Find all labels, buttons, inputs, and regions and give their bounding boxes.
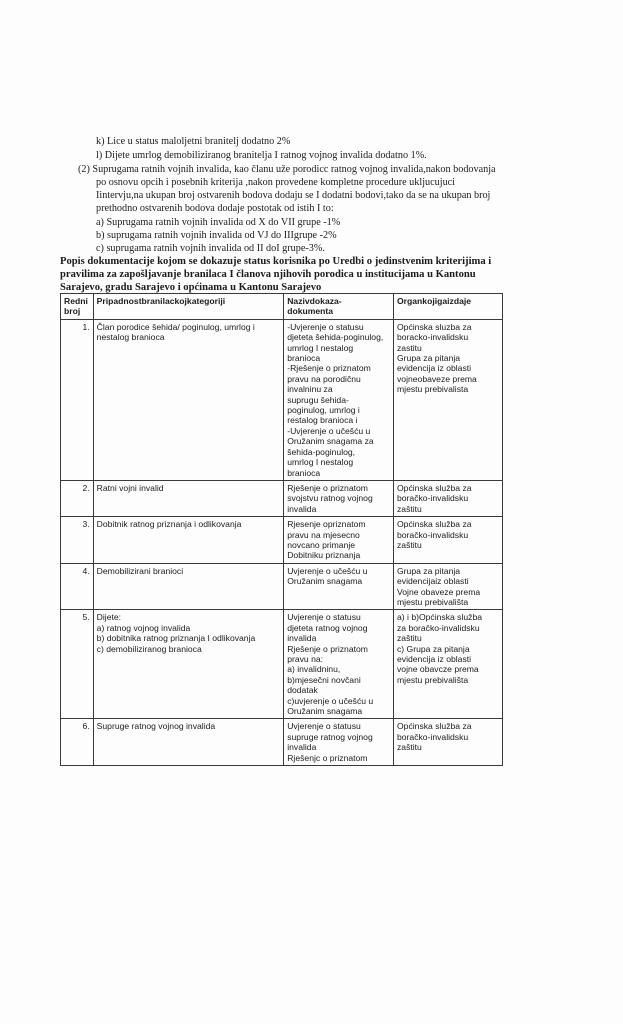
row-documents-line: šehida-poginulog, (287, 446, 356, 457)
table-row (61, 563, 503, 610)
row-documents-line: pravu na porodičnu (287, 373, 361, 384)
row-issuer-line: evidencijaiz oblasti (397, 576, 469, 587)
row-documents-line: djeteta šehida-poginulog, (287, 332, 384, 343)
item-k: k) Lice u status maloljetni branitelj dodatno 2% (96, 136, 291, 147)
row-issuer-line: evidencija iz oblasti (397, 363, 472, 374)
row-issuer-line: evidencija iz oblasti (397, 654, 472, 664)
heading-line-1: Popis dokumentacije kojom se dokazuje status korisnika po Uredbi o jedinstvenim kriterijima i (60, 256, 492, 267)
row-documents-line: umrlog I nestalog (287, 457, 354, 468)
row-category-line: a) ratnog vojnog invalida (96, 622, 191, 633)
row-documents-line: branioca (287, 467, 321, 478)
row-issuer-line: zaštitu (397, 633, 422, 644)
row-documents-line: dodatak (287, 685, 318, 696)
row-issuer (394, 719, 503, 766)
heading-line-3: Sarajevo, gradu Sarajevo i općinama u Kantonu Sarajevo (60, 282, 322, 293)
row-issuer-line: boračko-invalidsku (397, 529, 469, 540)
row-issuer-line: boračko-invalidsku (397, 731, 469, 742)
para2-line-2: po osnovu opcih i posebnih kriterija ,nakon provedene kompletne procedure ukljucujuci (96, 177, 456, 188)
table-row (61, 610, 503, 719)
header-issuer: Organkojigaizdaje (394, 294, 503, 320)
row-issuer-line: za boračko-invalidsku (397, 622, 480, 633)
table-row (61, 719, 503, 766)
row-category-line: c) demobiliziranog branioca (96, 643, 202, 654)
row-documents-line: -Rješenje o priznatom (287, 363, 371, 374)
row-documents-line: novcano primanje (287, 539, 356, 550)
row-issuer-line: vojne obavcze prema (397, 664, 479, 675)
row-documents-line: poginulog, umrlog i (287, 405, 360, 416)
table-row (61, 517, 503, 564)
row-documents-line: invalninu za (287, 384, 333, 395)
row-documents-line: a) invalidninu, (287, 664, 341, 675)
row-category-line: Supruge ratnog vojnog invalida (96, 721, 216, 732)
row-documents-line: Rješenje o priznatom (287, 482, 368, 493)
row-issuer-line: Grupa za pitanja (397, 353, 461, 364)
sub-item-a: a) Suprugama ratnih vojnih invalida od X do VII grupe -1% (96, 217, 341, 228)
row-documents-line: invalida (287, 633, 317, 644)
row-documents-line: invalida (287, 742, 317, 753)
row-documents-line: restalog branioca i (287, 415, 358, 426)
row-category (93, 610, 284, 719)
table-body (61, 319, 503, 765)
row-documents (284, 517, 394, 564)
row-documents-line: b)mjesečni novčani (287, 674, 361, 685)
row-category-line: Dijete: (96, 612, 122, 623)
row-issuer-line: zaštitu (397, 539, 422, 550)
row-documents-line: suprugu šehida- (287, 394, 349, 405)
row-documents-line: svojstvu ratnog vojnog (287, 493, 373, 504)
row-issuer-line: boracko-invalidsku (397, 332, 469, 343)
row-documents-line: invalida (287, 503, 317, 514)
row-number: 1. (61, 319, 94, 480)
row-issuer-line: a) i b)Općinska služba (397, 612, 483, 623)
row-documents (284, 610, 394, 719)
row-documents (284, 480, 394, 516)
row-issuer-line: vojneobaveze prema (397, 373, 477, 384)
row-issuer (394, 480, 503, 516)
table-header-row (61, 294, 503, 320)
row-number: 4. (61, 563, 94, 610)
row-documents (284, 319, 394, 480)
row-documents-line: -Uvjerenje o učešću u (287, 425, 371, 436)
row-category (93, 480, 284, 516)
row-issuer-line: mjestu prebivališta (397, 596, 469, 607)
row-issuer (394, 563, 503, 610)
row-documents-line: Uvjerenje o učešću u (287, 565, 368, 576)
para2-line-3: Iintervju,na ukupan broj ostvarenih bodova dodaju se I dodatni bodovi,tako da se na ukupan broj (96, 190, 491, 201)
row-documents-line: Oružanim snagama za (287, 436, 374, 447)
row-issuer-line: Općinska služba za (397, 519, 472, 530)
sub-item-b: b) suprugama ratnih vojnih invalida od VJ do IIIgrupe -2% (96, 230, 337, 241)
row-documents-line: Dobitniku priznanja (287, 550, 361, 561)
row-issuer-line: Općinska sluzba za (397, 321, 472, 332)
row-number: 3. (61, 517, 94, 564)
row-documents-line: pravu na: (287, 654, 324, 664)
row-issuer-line: mjestu prebivališta (397, 674, 469, 685)
row-category (93, 719, 284, 766)
row-issuer-line: zaštitu (397, 742, 422, 753)
row-issuer-line: zaštitu (397, 503, 422, 514)
row-documents-line: Uvjerenje o statusu (287, 721, 361, 732)
row-category-line: b) dobitnika ratnog priznanja I odlikovanja (96, 633, 256, 644)
header-ordinal: Redni broj (61, 294, 94, 320)
row-documents-line: Rjesenje opriznatom (287, 519, 366, 530)
header-category: Pripadnostbranilackojkategoriji (93, 294, 284, 320)
row-issuer (394, 319, 503, 480)
row-documents-line: djeteta ratnog vojnog (287, 622, 368, 633)
para2-line-1: (2) Suprugama ratnih vojnih invalida, kao članu uže porodicc ratnog vojnog invalida,nakon bodovanja (78, 164, 496, 175)
row-documents-line: Oružanim snagama (287, 576, 363, 587)
row-number: 6. (61, 719, 94, 766)
row-documents-line: Rješenjc o priznatom (287, 752, 368, 763)
item-l: l) Dijete umrlog demobiliziranog branitelja I ratnog vojnog invalida dodatno 1%. (96, 150, 427, 161)
header-documents: Nazivdokaza- dokumenta (284, 294, 394, 320)
row-issuer-line: boračko-invalidsku (397, 493, 469, 504)
heading-line-2: pravilima za zapošljavanje branilaca I članova njihovih porodica u institucijama u Kantonu (60, 269, 476, 280)
row-documents-line: Rješenje o priznatom (287, 643, 368, 654)
row-issuer (394, 610, 503, 719)
row-documents-line: umrlog I nestalog (287, 342, 354, 353)
row-documents-line: pravu na mjesecno (287, 529, 360, 540)
row-issuer-line: Općinska služba za (397, 482, 472, 493)
row-issuer-line: Grupa za pitanja (397, 565, 461, 576)
row-documents-line: Oružanim snagama (287, 706, 363, 717)
row-issuer-line: c) Grupa za pitanja (397, 643, 470, 654)
row-issuer-line: Vojne obaveze prema (397, 586, 481, 597)
row-documents-line: -Uvjerenje o statusu (287, 321, 364, 332)
row-category (93, 563, 284, 610)
row-category-line: nestalog branioca (96, 332, 165, 343)
table-row (61, 319, 503, 480)
row-documents-line: Uvjerenje o statusu (287, 612, 361, 623)
row-category-line: Član porodice šehida/ poginulog, umrlog i (96, 321, 255, 332)
row-number: 5. (61, 610, 94, 719)
row-number: 2. (61, 480, 94, 516)
documentation-table (60, 293, 503, 766)
row-category-line: Demobilizirani branioci (96, 565, 184, 576)
table-row (61, 480, 503, 516)
row-category (93, 517, 284, 564)
row-category-line: Dobitnik ratnog priznanja i odlikovanja (96, 519, 242, 530)
row-documents (284, 719, 394, 766)
para2-line-4: prethodno ostvarenih bodova dodaje postotak od istih I to: (96, 203, 334, 214)
row-issuer-line: mjestu prebivalista (397, 384, 469, 395)
row-category-line: Ratni vojni invalid (96, 482, 164, 493)
row-documents-line: c)uvjerenje o učešću u (287, 695, 374, 706)
sub-item-c: c) suprugama ratnih vojnih invalida od II doI grupe-3%. (96, 243, 325, 254)
row-issuer (394, 517, 503, 564)
row-category (93, 319, 284, 480)
row-documents (284, 563, 394, 610)
row-issuer-line: Općinska služba za (397, 721, 472, 732)
row-documents-line: supruge ratnog vojnog (287, 731, 373, 742)
row-documents-line: branioca (287, 353, 321, 364)
row-issuer-line: zastitu (397, 342, 422, 353)
